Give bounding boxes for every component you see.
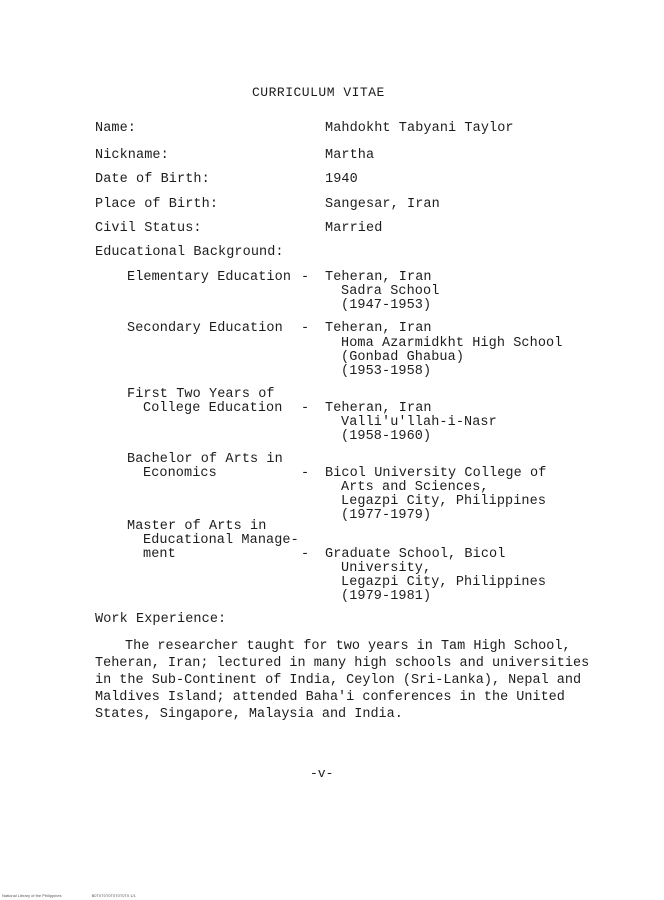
education-detail: Teheran, Iran	[325, 270, 432, 285]
education-level: Educational Manage-	[143, 533, 299, 548]
dash-separator: -	[301, 270, 310, 285]
name-value: Mahdokht Tabyani Taylor	[325, 121, 514, 136]
education-detail: Teheran, Iran	[325, 401, 432, 416]
birth-date-value: 1940	[325, 172, 358, 187]
education-detail: Homa Azarmidkht High School	[341, 336, 563, 351]
education-level: Elementary Education	[127, 270, 292, 285]
footer	[2, 893, 136, 898]
civil-status-value: Married	[325, 221, 383, 236]
birth-place-label: Place of Birth:	[95, 197, 219, 212]
footer-library: National Library of the Philippines	[2, 893, 62, 898]
education-level: Master of Arts in	[127, 519, 267, 534]
nickname-value: Martha	[325, 148, 375, 163]
nickname-label: Nickname:	[95, 148, 169, 163]
education-detail: (Gonbad Ghabua)	[341, 350, 465, 365]
education-detail: (1977-1979)	[341, 508, 432, 523]
education-detail: (1979-1981)	[341, 589, 432, 604]
education-detail: Bicol University College of	[325, 466, 547, 481]
education-detail: Legazpi City, Philippines	[341, 494, 547, 509]
work-text: The researcher taught for two years in Tam High School, Teheran, Iran; lectured in many high schools and universities in the Sub-Continent of India, Ceylon (Sri-Lanka), Nepal and Maldives Island; attended Baha'i conferences in the United States, Singapore, Malaysia and India.	[95, 639, 590, 722]
education-detail: Graduate School, Bicol	[325, 547, 506, 562]
name-label: Name:	[95, 121, 137, 136]
page-number: -v-	[310, 766, 334, 781]
education-heading: Educational Background:	[95, 245, 284, 260]
education-detail: Valli'u'llah-i-Nasr	[341, 415, 497, 430]
education-detail: (1947-1953)	[341, 298, 432, 313]
education-detail: (1958-1960)	[341, 429, 432, 444]
dash-separator: -	[301, 321, 310, 336]
education-level: First Two Years of	[127, 387, 275, 402]
work-paragraph	[95, 638, 595, 723]
education-detail: University,	[341, 561, 432, 576]
education-detail: (1953-1958)	[341, 364, 432, 379]
work-heading: Work Experience:	[95, 612, 227, 627]
education-level: Economics	[143, 466, 217, 481]
education-level: College Education	[143, 401, 283, 416]
education-level: Secondary Education	[127, 321, 283, 336]
footer-code: B0T0T0T0T0T0T0T0 1/1	[91, 893, 136, 898]
education-level: Bachelor of Arts in	[127, 452, 283, 467]
dash-separator: -	[301, 401, 310, 416]
education-level: ment	[143, 547, 176, 562]
education-detail: Sadra School	[341, 284, 440, 299]
education-detail: Arts and Sciences,	[341, 480, 489, 495]
education-detail: Teheran, Iran	[325, 321, 432, 336]
birth-place-value: Sangesar, Iran	[325, 197, 440, 212]
document-title: CURRICULUM VITAE	[252, 85, 385, 100]
dash-separator: -	[301, 466, 310, 481]
civil-status-label: Civil Status:	[95, 221, 202, 236]
dash-separator: -	[301, 547, 310, 562]
education-detail: Legazpi City, Philippines	[341, 575, 547, 590]
birth-date-label: Date of Birth:	[95, 172, 210, 187]
